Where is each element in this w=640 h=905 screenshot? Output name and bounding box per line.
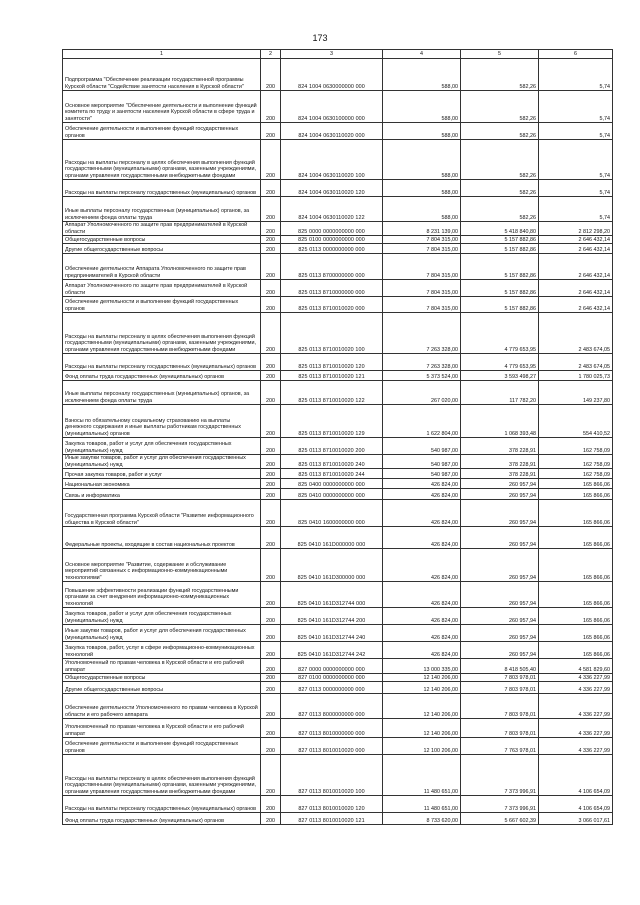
table-row xyxy=(63,674,613,682)
approved-amount: 588,00 xyxy=(383,91,461,123)
classification-code: 827 0113 0000000000 000 xyxy=(281,682,383,694)
classification-code: 825 0000 0000000000 000 xyxy=(281,222,383,236)
approved-amount: 12 140 206,00 xyxy=(383,719,461,738)
remaining-amount: 4 581 829,60 xyxy=(539,659,613,674)
column-header: 2 xyxy=(261,50,281,59)
remaining-amount: 165 866,06 xyxy=(539,608,613,625)
classification-code: 825 0113 8710010020 244 xyxy=(281,469,383,479)
classification-code: 825 0113 0000000000 000 xyxy=(281,244,383,254)
remaining-amount: 2 483 674,05 xyxy=(539,354,613,371)
remaining-amount: 165 866,06 xyxy=(539,625,613,642)
approved-amount: 588,00 xyxy=(383,123,461,140)
row-name: Связь и информатика xyxy=(63,489,261,500)
approved-amount: 11 480 651,00 xyxy=(383,796,461,813)
row-name: Иные выплаты персоналу государственных (муниципальных) органов, за исключением фонда оплаты труда xyxy=(63,197,261,222)
approved-amount: 426 824,00 xyxy=(383,582,461,608)
approved-amount: 588,00 xyxy=(383,140,461,180)
classification-code: 825 0400 0000000000 000 xyxy=(281,479,383,489)
table-row xyxy=(63,313,613,354)
budget-code: 200 xyxy=(261,236,281,244)
budget-code: 200 xyxy=(261,244,281,254)
table-row xyxy=(63,608,613,625)
table-row xyxy=(63,719,613,738)
table-row xyxy=(63,180,613,197)
approved-amount: 7 804 315,00 xyxy=(383,236,461,244)
budget-code: 200 xyxy=(261,297,281,313)
remaining-amount: 5,74 xyxy=(539,59,613,91)
remaining-amount: 2 646 432,14 xyxy=(539,297,613,313)
row-name: Иные закупки товаров, работ и услуг для обеспечения государственных (муниципальных) нужд xyxy=(63,455,261,469)
executed-amount: 260 957,94 xyxy=(461,549,539,582)
table-row xyxy=(63,813,613,825)
budget-code: 200 xyxy=(261,222,281,236)
table-row xyxy=(63,405,613,438)
remaining-amount: 162 758,09 xyxy=(539,438,613,455)
row-name: Государственная программа Курской области "Развитие информационного общества в Курской области" xyxy=(63,500,261,527)
approved-amount: 7 263 328,00 xyxy=(383,313,461,354)
executed-amount: 5 157 882,86 xyxy=(461,244,539,254)
table-row xyxy=(63,527,613,549)
table-row xyxy=(63,479,613,489)
column-header: 4 xyxy=(383,50,461,59)
table-row xyxy=(63,354,613,371)
approved-amount: 8 733 620,00 xyxy=(383,813,461,825)
executed-amount: 7 803 978,01 xyxy=(461,682,539,694)
table-row xyxy=(63,254,613,280)
classification-code: 825 0410 161D312744 242 xyxy=(281,642,383,659)
remaining-amount: 165 866,06 xyxy=(539,500,613,527)
executed-amount: 582,26 xyxy=(461,123,539,140)
executed-amount: 5 418 840,80 xyxy=(461,222,539,236)
approved-amount: 426 824,00 xyxy=(383,608,461,625)
executed-amount: 582,26 xyxy=(461,197,539,222)
row-name: Взносы по обязательному социальному страхованию на выплаты денежного содержания и иные выплаты работникам государственных (муниципальных) органов xyxy=(63,405,261,438)
row-name: Общегосударственные вопросы xyxy=(63,674,261,682)
classification-code: 827 0100 0000000000 000 xyxy=(281,674,383,682)
classification-code: 825 0410 161D312744 240 xyxy=(281,625,383,642)
classification-code: 824 1004 0630110020 122 xyxy=(281,197,383,222)
column-header: 5 xyxy=(461,50,539,59)
budget-code: 200 xyxy=(261,469,281,479)
table-row xyxy=(63,371,613,381)
executed-amount: 260 957,94 xyxy=(461,479,539,489)
budget-code: 200 xyxy=(261,254,281,280)
budget-code: 200 xyxy=(261,608,281,625)
row-name: Общегосударственные вопросы xyxy=(63,236,261,244)
approved-amount: 7 263 328,00 xyxy=(383,354,461,371)
remaining-amount: 4 106 654,09 xyxy=(539,796,613,813)
table-row xyxy=(63,549,613,582)
executed-amount: 5 157 882,86 xyxy=(461,236,539,244)
budget-code: 200 xyxy=(261,813,281,825)
classification-code: 825 0113 8700000000 000 xyxy=(281,254,383,280)
table-row xyxy=(63,297,613,313)
table-row xyxy=(63,236,613,244)
column-header: 1 xyxy=(63,50,261,59)
budget-code: 200 xyxy=(261,527,281,549)
executed-amount: 7 803 978,01 xyxy=(461,694,539,719)
executed-amount: 260 957,94 xyxy=(461,608,539,625)
budget-code: 200 xyxy=(261,625,281,642)
executed-amount: 260 957,94 xyxy=(461,642,539,659)
remaining-amount: 162 758,09 xyxy=(539,469,613,479)
classification-code: 825 0410 161D000000 000 xyxy=(281,527,383,549)
row-name: Обеспечение деятельности и выполнение функций государственных органов xyxy=(63,123,261,140)
executed-amount: 117 782,20 xyxy=(461,381,539,405)
table-row xyxy=(63,738,613,755)
approved-amount: 540 987,00 xyxy=(383,438,461,455)
classification-code: 825 0113 8710010020 200 xyxy=(281,438,383,455)
budget-code: 200 xyxy=(261,405,281,438)
budget-code: 200 xyxy=(261,674,281,682)
table-row xyxy=(63,694,613,719)
row-name: Расходы на выплаты персоналу государственных (муниципальных) органов xyxy=(63,180,261,197)
executed-amount: 378 228,91 xyxy=(461,455,539,469)
remaining-amount: 554 410,52 xyxy=(539,405,613,438)
budget-code: 200 xyxy=(261,455,281,469)
classification-code: 827 0113 8000000000 000 xyxy=(281,694,383,719)
remaining-amount: 4 106 654,09 xyxy=(539,755,613,796)
remaining-amount: 165 866,06 xyxy=(539,527,613,549)
classification-code: 824 1004 0630000000 000 xyxy=(281,59,383,91)
budget-code: 200 xyxy=(261,796,281,813)
row-name: Фонд оплаты труда государственных (муниципальных) органов xyxy=(63,371,261,381)
row-name: Закупка товаров, работ и услуг для обеспечения государственных (муниципальных) нужд xyxy=(63,438,261,455)
classification-code: 825 0410 161D300000 000 xyxy=(281,549,383,582)
budget-code: 200 xyxy=(261,500,281,527)
row-name: Обеспечение деятельности и выполнение функций государственных органов xyxy=(63,738,261,755)
remaining-amount: 5,74 xyxy=(539,140,613,180)
remaining-amount: 2 812 298,20 xyxy=(539,222,613,236)
approved-amount: 426 824,00 xyxy=(383,489,461,500)
table-row xyxy=(63,280,613,297)
table-row xyxy=(63,796,613,813)
remaining-amount: 165 866,06 xyxy=(539,642,613,659)
executed-amount: 3 593 498,27 xyxy=(461,371,539,381)
approved-amount: 7 804 315,00 xyxy=(383,254,461,280)
table-row xyxy=(63,438,613,455)
classification-code: 825 0113 8710010020 122 xyxy=(281,381,383,405)
remaining-amount: 4 336 227,99 xyxy=(539,719,613,738)
approved-amount: 267 020,00 xyxy=(383,381,461,405)
row-name: Национальная экономика xyxy=(63,479,261,489)
remaining-amount: 162 758,09 xyxy=(539,455,613,469)
executed-amount: 260 957,94 xyxy=(461,489,539,500)
approved-amount: 12 140 206,00 xyxy=(383,682,461,694)
table-row xyxy=(63,197,613,222)
classification-code: 827 0113 8010010020 121 xyxy=(281,813,383,825)
row-name: Обеспечение деятельности и выполнение функций государственных органов xyxy=(63,297,261,313)
budget-code: 200 xyxy=(261,694,281,719)
classification-code: 825 0113 8710010020 129 xyxy=(281,405,383,438)
executed-amount: 5 667 602,39 xyxy=(461,813,539,825)
executed-amount: 1 068 393,48 xyxy=(461,405,539,438)
budget-code: 200 xyxy=(261,642,281,659)
budget-code: 200 xyxy=(261,755,281,796)
classification-code: 825 0410 1600000000 000 xyxy=(281,500,383,527)
approved-amount: 588,00 xyxy=(383,197,461,222)
executed-amount: 260 957,94 xyxy=(461,582,539,608)
row-name: Аппарат Уполномоченного по защите прав предпринимателей в Курской области xyxy=(63,280,261,297)
table-row xyxy=(63,222,613,236)
executed-amount: 582,26 xyxy=(461,91,539,123)
classification-code: 824 1004 0630110020 120 xyxy=(281,180,383,197)
table-body xyxy=(63,59,613,825)
approved-amount: 7 804 315,00 xyxy=(383,244,461,254)
row-name: Расходы на выплаты персоналу в целях обеспечения выполнения функций государственными (муниципальными) органами, казенными учреждениями, органами управления государственными внебюджетными фондами xyxy=(63,313,261,354)
approved-amount: 426 824,00 xyxy=(383,625,461,642)
row-name: Федеральные проекты, входящие в состав национальных проектов xyxy=(63,527,261,549)
column-header: 6 xyxy=(539,50,613,59)
budget-code: 200 xyxy=(261,140,281,180)
approved-amount: 13 000 335,00 xyxy=(383,659,461,674)
executed-amount: 5 157 882,86 xyxy=(461,297,539,313)
remaining-amount: 2 646 432,14 xyxy=(539,244,613,254)
budget-code: 200 xyxy=(261,91,281,123)
row-name: Основное мероприятие "Обеспечение деятельности и выполнение функций комитета по труду и занятости населения Курской области в сфере труда и занятости" xyxy=(63,91,261,123)
table-row xyxy=(63,123,613,140)
executed-amount: 7 373 996,91 xyxy=(461,796,539,813)
row-name: Обеспечение деятельности Аппарата Уполномоченного по защите прав предпринимателей в Курской области xyxy=(63,254,261,280)
remaining-amount: 5,74 xyxy=(539,91,613,123)
budget-code: 200 xyxy=(261,479,281,489)
budget-code: 200 xyxy=(261,719,281,738)
executed-amount: 8 418 505,40 xyxy=(461,659,539,674)
executed-amount: 4 779 653,95 xyxy=(461,313,539,354)
approved-amount: 426 824,00 xyxy=(383,479,461,489)
remaining-amount: 165 866,06 xyxy=(539,582,613,608)
table-row xyxy=(63,755,613,796)
executed-amount: 7 803 978,01 xyxy=(461,719,539,738)
remaining-amount: 4 336 227,99 xyxy=(539,694,613,719)
approved-amount: 540 987,00 xyxy=(383,469,461,479)
executed-amount: 7 373 996,91 xyxy=(461,755,539,796)
approved-amount: 8 231 139,00 xyxy=(383,222,461,236)
executed-amount: 582,26 xyxy=(461,180,539,197)
row-name: Повышение эффективности реализации функций государственными органами за счет внедрения информационно-коммуникационных технологий xyxy=(63,582,261,608)
remaining-amount: 2 646 432,14 xyxy=(539,254,613,280)
approved-amount: 426 824,00 xyxy=(383,549,461,582)
classification-code: 825 0100 0000000000 000 xyxy=(281,236,383,244)
approved-amount: 12 140 206,00 xyxy=(383,694,461,719)
remaining-amount: 165 866,06 xyxy=(539,549,613,582)
classification-code: 825 0113 8710010020 120 xyxy=(281,354,383,371)
remaining-amount: 2 646 432,14 xyxy=(539,280,613,297)
classification-code: 824 1004 0630110020 100 xyxy=(281,140,383,180)
classification-code: 825 0410 161D312744 000 xyxy=(281,582,383,608)
executed-amount: 582,26 xyxy=(461,140,539,180)
row-name: Основное мероприятие "Развитие, содержание и обслуживание мероприятий связанных с информационно-коммуникационными технологиями" xyxy=(63,549,261,582)
remaining-amount: 4 336 227,99 xyxy=(539,682,613,694)
classification-code: 825 0113 8710010020 100 xyxy=(281,313,383,354)
table-row xyxy=(63,659,613,674)
remaining-amount: 4 336 227,99 xyxy=(539,674,613,682)
classification-code: 825 0113 8710010020 000 xyxy=(281,297,383,313)
classification-code: 825 0113 8710010020 240 xyxy=(281,455,383,469)
approved-amount: 11 480 651,00 xyxy=(383,755,461,796)
row-name: Прочая закупка товаров, работ и услуг xyxy=(63,469,261,479)
table-row xyxy=(63,625,613,642)
approved-amount: 588,00 xyxy=(383,180,461,197)
executed-amount: 4 779 653,95 xyxy=(461,354,539,371)
approved-amount: 7 804 315,00 xyxy=(383,280,461,297)
table-row xyxy=(63,455,613,469)
executed-amount: 5 157 882,86 xyxy=(461,280,539,297)
row-name: Подпрограмма "Обеспечение реализации государственной программы Курской области "Содействие занятости населения в Курской области" xyxy=(63,59,261,91)
row-name: Аппарат Уполномоченного по защите прав предпринимателей в Курской области xyxy=(63,222,261,236)
row-name: Расходы на выплаты персоналу в целях обеспечения выполнения функций государственными (муниципальными) органами, казенными учреждениями, органами управления государственными внебюджетными фондами xyxy=(63,755,261,796)
row-name: Расходы на выплаты персоналу государственных (муниципальных) органов xyxy=(63,354,261,371)
row-name: Иные закупки товаров, работ и услуг для обеспечения государственных (муниципальных) нужд xyxy=(63,625,261,642)
budget-code: 200 xyxy=(261,371,281,381)
budget-code: 200 xyxy=(261,682,281,694)
approved-amount: 7 804 315,00 xyxy=(383,297,461,313)
row-name: Фонд оплаты труда государственных (муниципальных) органов xyxy=(63,813,261,825)
table-row xyxy=(63,489,613,500)
table-row xyxy=(63,500,613,527)
row-name: Уполномоченный по правам человека в Курской области и его рабочий аппарат xyxy=(63,659,261,674)
remaining-amount: 5,74 xyxy=(539,197,613,222)
classification-code: 827 0113 8010010020 120 xyxy=(281,796,383,813)
budget-code: 200 xyxy=(261,381,281,405)
budget-code: 200 xyxy=(261,438,281,455)
executed-amount: 582,26 xyxy=(461,59,539,91)
classification-code: 827 0000 0000000000 000 xyxy=(281,659,383,674)
remaining-amount: 149 237,80 xyxy=(539,381,613,405)
executed-amount: 260 957,94 xyxy=(461,625,539,642)
approved-amount: 5 373 524,00 xyxy=(383,371,461,381)
page-number: 173 xyxy=(312,33,328,43)
classification-code: 827 0113 8010010020 000 xyxy=(281,738,383,755)
remaining-amount: 2 646 432,14 xyxy=(539,236,613,244)
row-name: Закупка товаров, работ, услуг в сфере информационно-коммуникационных технологий xyxy=(63,642,261,659)
remaining-amount: 1 780 025,73 xyxy=(539,371,613,381)
classification-code: 827 0113 8010000000 000 xyxy=(281,719,383,738)
classification-code: 825 0113 8710010020 121 xyxy=(281,371,383,381)
budget-code: 200 xyxy=(261,123,281,140)
budget-code: 200 xyxy=(261,354,281,371)
executed-amount: 378 228,91 xyxy=(461,438,539,455)
row-name: Расходы на выплаты персоналу государственных (муниципальных) органов xyxy=(63,796,261,813)
remaining-amount: 3 066 017,61 xyxy=(539,813,613,825)
executed-amount: 260 957,94 xyxy=(461,527,539,549)
budget-code: 200 xyxy=(261,659,281,674)
executed-amount: 5 157 882,86 xyxy=(461,254,539,280)
table-row xyxy=(63,91,613,123)
table-row xyxy=(63,469,613,479)
row-name: Обеспечение деятельности Уполномоченного по правам человека в Курской области и его рабочего аппарата xyxy=(63,694,261,719)
approved-amount: 426 824,00 xyxy=(383,500,461,527)
table-row xyxy=(63,682,613,694)
remaining-amount: 5,74 xyxy=(539,123,613,140)
table-row xyxy=(63,381,613,405)
remaining-amount: 5,74 xyxy=(539,180,613,197)
budget-code: 200 xyxy=(261,197,281,222)
executed-amount: 7 763 978,01 xyxy=(461,738,539,755)
column-header: 3 xyxy=(281,50,383,59)
row-name: Расходы на выплаты персоналу в целях обеспечения выполнения функций государственными (муниципальными) органами, казенными учреждениями, органами управления государственными внебюджетными фондами xyxy=(63,140,261,180)
budget-code: 200 xyxy=(261,180,281,197)
budget-table xyxy=(62,49,613,825)
table-header-row xyxy=(63,50,613,59)
table-row xyxy=(63,642,613,659)
remaining-amount: 165 866,06 xyxy=(539,479,613,489)
classification-code: 825 0410 161D312744 200 xyxy=(281,608,383,625)
row-name: Другие общегосударственные вопросы xyxy=(63,244,261,254)
budget-code: 200 xyxy=(261,59,281,91)
classification-code: 827 0113 8010010020 100 xyxy=(281,755,383,796)
executed-amount: 378 228,91 xyxy=(461,469,539,479)
budget-code: 200 xyxy=(261,313,281,354)
row-name: Иные выплаты персоналу государственных (муниципальных) органов, за исключением фонда оплаты труда xyxy=(63,381,261,405)
approved-amount: 426 824,00 xyxy=(383,527,461,549)
executed-amount: 7 803 978,01 xyxy=(461,674,539,682)
budget-code: 200 xyxy=(261,582,281,608)
table-row xyxy=(63,59,613,91)
classification-code: 824 1004 0630100000 000 xyxy=(281,91,383,123)
budget-code: 200 xyxy=(261,489,281,500)
row-name: Другие общегосударственные вопросы xyxy=(63,682,261,694)
classification-code: 825 0410 0000000000 000 xyxy=(281,489,383,500)
budget-code: 200 xyxy=(261,280,281,297)
table-row xyxy=(63,244,613,254)
table-row xyxy=(63,140,613,180)
row-name: Уполномоченный по правам человека в Курской области и его рабочий аппарат xyxy=(63,719,261,738)
remaining-amount: 4 336 227,99 xyxy=(539,738,613,755)
approved-amount: 588,00 xyxy=(383,59,461,91)
approved-amount: 12 100 206,00 xyxy=(383,738,461,755)
budget-code: 200 xyxy=(261,738,281,755)
approved-amount: 1 622 804,00 xyxy=(383,405,461,438)
executed-amount: 260 957,94 xyxy=(461,500,539,527)
budget-code: 200 xyxy=(261,549,281,582)
approved-amount: 12 140 206,00 xyxy=(383,674,461,682)
classification-code: 825 0113 8710000000 000 xyxy=(281,280,383,297)
row-name: Закупка товаров, работ и услуг для обеспечения государственных (муниципальных) нужд xyxy=(63,608,261,625)
remaining-amount: 2 483 674,05 xyxy=(539,313,613,354)
approved-amount: 540 987,00 xyxy=(383,455,461,469)
classification-code: 824 1004 0630110020 000 xyxy=(281,123,383,140)
table-row xyxy=(63,582,613,608)
remaining-amount: 165 866,06 xyxy=(539,489,613,500)
approved-amount: 426 824,00 xyxy=(383,642,461,659)
